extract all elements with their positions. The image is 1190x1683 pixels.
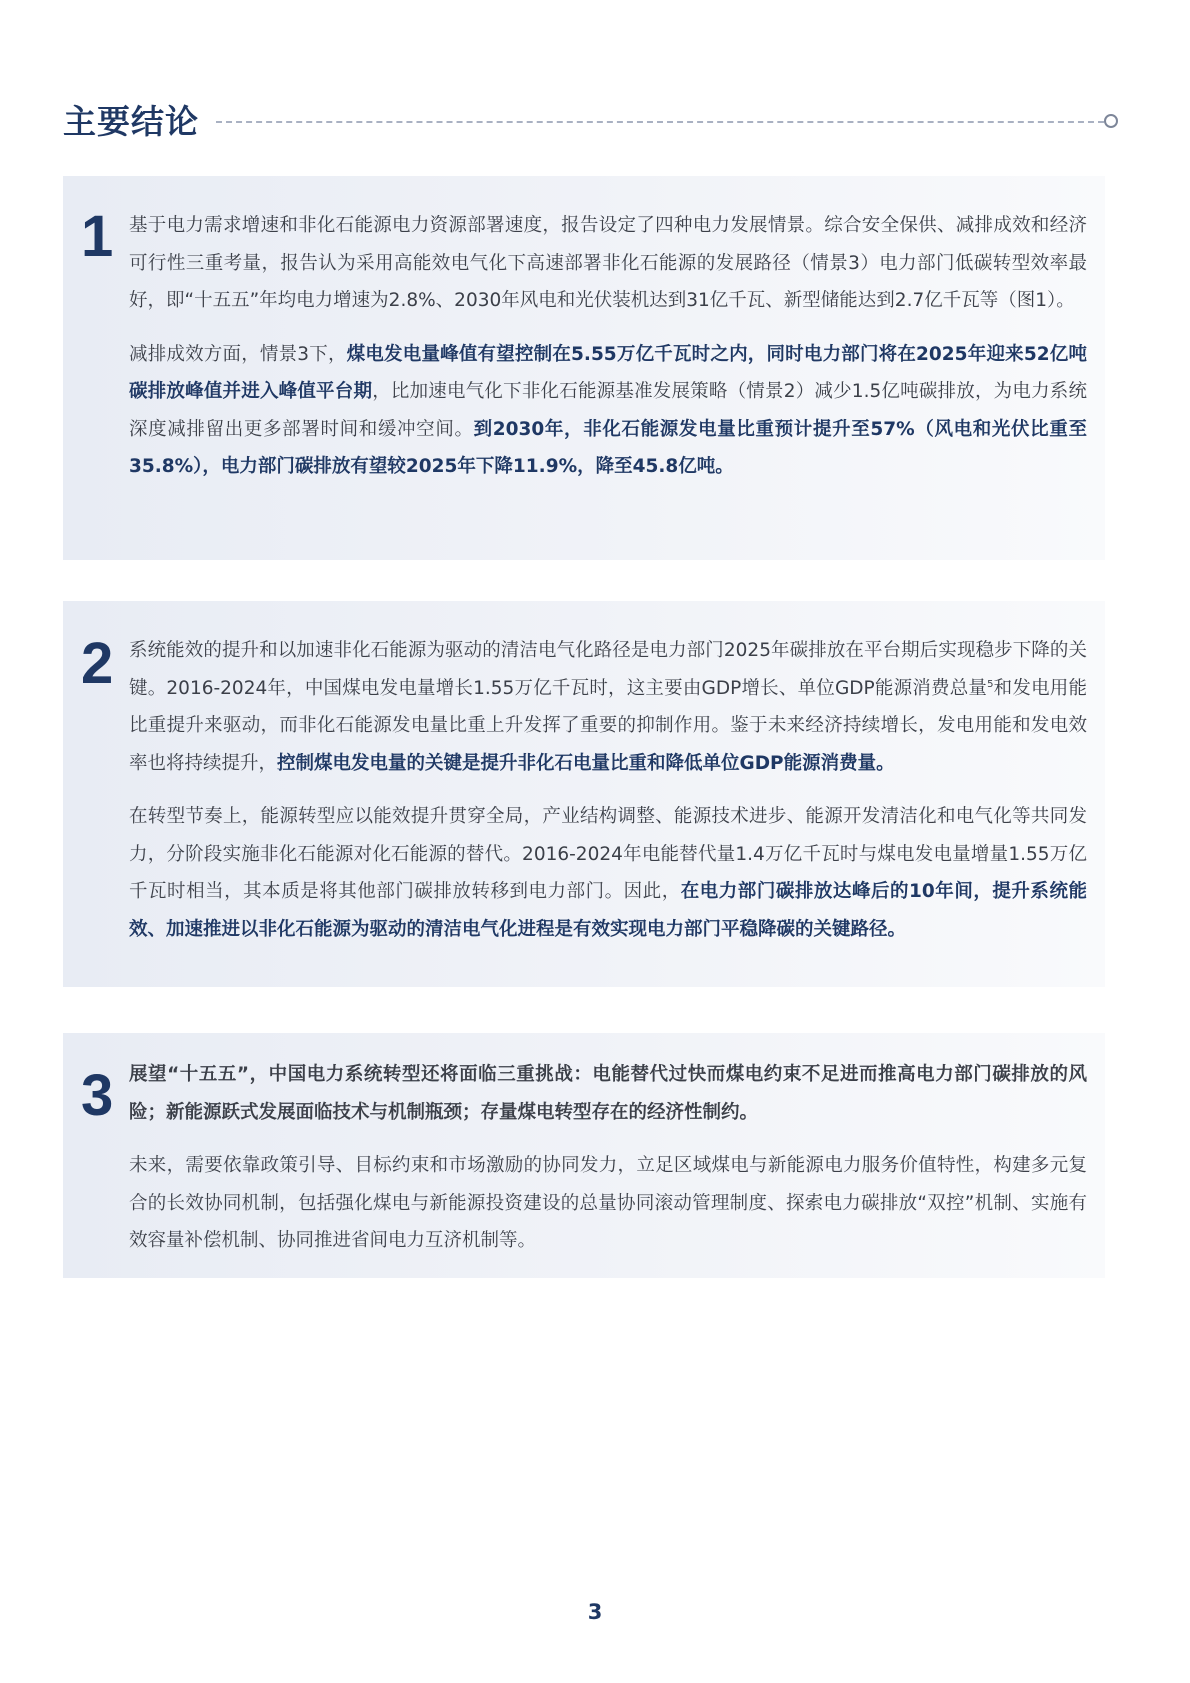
- footnote-marker: 5: [987, 678, 994, 690]
- conclusion-paragraph: [129, 336, 1087, 486]
- body-text-run: 减排成效方面，情景3下，: [129, 343, 347, 365]
- body-text-run: 在转型节奏上，能源转型应以能效提升贯穿全局，产业结构调整、能源技术进步、能源开发清洁化和电气化等共同发力，分阶段实施非化石能源对化石能源的替代。2016-2024年电能替代量1.4万亿千瓦时与煤电发电量增量1.55万亿千瓦时相当，其本质是将其他部门碳排放转移到电力部门。因此，: [129, 806, 1087, 902]
- conclusion-card-3: [63, 1033, 1105, 1278]
- conclusion-number: 2: [81, 631, 114, 696]
- conclusion-paragraph: [129, 632, 1087, 782]
- conclusion-card-1: [63, 176, 1105, 560]
- circle-endpoint-icon: [1104, 114, 1118, 128]
- emphasis-text: 在电力部门碳排放达峰后的10年间，提升系统能效、加速推进以非化石能源为驱动的清洁电气化进程是有效实现电力部门平稳降碳的关键路径。: [129, 881, 1087, 940]
- conclusion-paragraph-emphasis: 展望“十五五”，中国电力系统转型还将面临三重挑战：电能替代过快而煤电约束不足进而推高电力部门碳排放的风险；新能源跃式发展面临技术与机制瓶颈；存量煤电转型存在的经济性制约。: [129, 1064, 1087, 1123]
- page-title: 主要结论: [63, 102, 199, 141]
- emphasis-text: 控制煤电发电量的关键是提升非化石电量比重和降低单位GDP能源消费量。: [277, 752, 895, 774]
- conclusion-number: 3: [81, 1063, 114, 1128]
- body-text-run: 和发电用能比重提升来驱动，而非化石能源发电量比重上升发挥了重要的抑制作用。鉴于未来经济持续增长，发电用能和发电效率也将持续提升，: [129, 677, 1087, 774]
- page-number: 3: [587, 1600, 603, 1624]
- conclusion-card-2: [63, 601, 1105, 987]
- body-text-run: 系统能效的提升和以加速非化石能源为驱动的清洁电气化路径是电力部门2025年碳排放在平台期后实现稳步下降的关键。2016-2024年，中国煤电发电量增长1.55万亿千瓦时，这主要由GDP增长、单位GDP能源消费总量: [129, 640, 1087, 699]
- conclusion-paragraph: 未来，需要依靠政策引导、目标约束和市场激励的协同发力，立足区域煤电与新能源电力服务价值特性，构建多元复合的长效协同机制，包括强化煤电与新能源投资建设的总量协同滚动管理制度、探索电力碳排放“双控”机制、实施有效容量补偿机制、协同推进省间电力互济机制等。: [129, 1155, 1087, 1251]
- dashed-divider: [216, 121, 1104, 123]
- section-header: [63, 92, 1118, 152]
- conclusion-number: 1: [81, 204, 114, 269]
- conclusion-paragraph: [129, 798, 1087, 948]
- conclusion-paragraph: 基于电力需求增速和非化石能源电力资源部署速度，报告设定了四种电力发展情景。综合安全保供、减排成效和经济可行性三重考量，报告认为采用高能效电气化下高速部署非化石能源的发展路径（情景3）电力部门低碳转型效率最好，即“十五五”年均电力增速为2.8%、2030年风电和光伏装机达到31亿千瓦、新型储能达到2.7亿千瓦等（图1）。: [129, 215, 1087, 311]
- emphasis-text: 煤电发电量峰值有望控制在5.55万亿千瓦时之内，同时电力部门将在2025年迎来52亿吨碳排放峰值并进入峰值平台期: [129, 343, 1087, 402]
- body-text-run: ，比加速电气化下非化石能源基准发展策略（情景2）减少1.5亿吨碳排放，为电力系统深度减排留出更多部署时间和缓冲空间。: [129, 381, 1087, 440]
- emphasis-text: 到2030年，非化石能源发电量比重预计提升至57%（风电和光伏比重至35.8%），电力部门碳排放有望较2025年下降11.9%，降至45.8亿吨。: [129, 418, 1087, 477]
